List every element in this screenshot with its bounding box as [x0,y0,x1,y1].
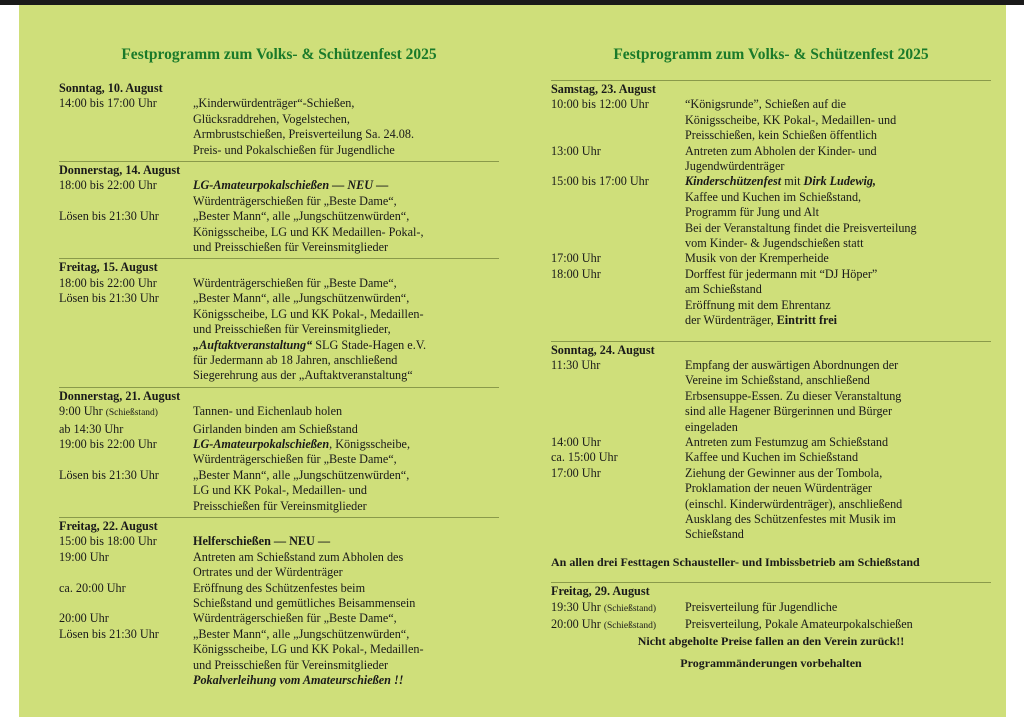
time-label: 19:00 Uhr [59,549,109,564]
event-line: Kaffee und Kuchen im Schießstand, [685,189,862,204]
event-line: Jugendwürdenträger [685,159,785,174]
time-text: 20:00 Uhr [551,617,601,631]
event-highlight: LG-Amateurpokalschießen [193,436,330,451]
event-line: Pokalverleihung vom Amateurschießen !! [193,673,404,688]
event-line: Bei der Veranstaltung findet die Preisverteilung [685,220,917,235]
spacer [551,570,991,582]
event-line: „Bester Mann“, alle „Jungschützenwürden“, [193,291,410,306]
program-row [59,534,499,549]
day-section [551,341,991,543]
time-label: ca. 20:00 Uhr [59,580,126,595]
event-line: vom Kinder- & Jugendschießen statt [685,236,864,251]
spacer [551,543,991,555]
time-label: Lösen bis 21:30 Uhr [59,291,159,306]
notice-all-days: An allen drei Festtagen Schausteller- und Imbissbetrieb am Schießstand [551,554,920,569]
program-row [59,550,499,581]
time-label: 11:30 Uhr [551,357,601,372]
event-line: Erbsensuppe-Essen. Zu dieser Veranstaltung [685,388,902,403]
notice-prizes: Nicht abgeholte Preise fallen an den Verein zurück!! [637,634,905,649]
event-description: Kaffee und Kuchen im Schießstand [685,450,859,465]
time-label [551,600,685,617]
day-heading: Donnerstag, 14. August [59,163,181,178]
event-line: Preisschießen, kein Schießen öffentlich [685,128,878,143]
event-text: , Königsscheibe, [329,436,410,451]
program-row [59,178,499,209]
event-line: Antreten zum Abholen der Kinder- und [685,143,877,158]
event-description [193,468,499,514]
event-highlight: Dirk Ludewig, [803,174,876,189]
event-description [685,466,991,543]
event-line: Antreten am Schießstand zum Abholen des [193,549,404,564]
event-text: der Würdenträger, [685,313,777,328]
event-text: mit [781,174,804,189]
event-line: Würdenträgerschießen für „Beste Dame“, [193,452,397,467]
day-heading: Donnerstag, 21. August [59,388,181,403]
event-line [685,313,991,328]
event-line: eingeladen [685,419,738,434]
time-label: ab 14:30 Uhr [59,421,124,436]
event-line: “Königsrunde”, Schießen auf die [685,97,847,112]
location-note: (Schießstand) [603,621,657,631]
program-row [59,422,499,437]
event-line: Armbrustschießen, Preisverteilung Sa. 24.08. [193,127,415,142]
flyer-sheet [19,5,1006,717]
day-section [551,582,991,671]
time-text: 9:00 Uhr [59,404,103,419]
event-highlight: Eintritt frei [776,313,838,328]
program-row [59,581,499,612]
event-description: Antreten zum Festumzug am Schießstand [685,434,889,449]
event-line: „Bester Mann“, alle „Jungschützenwürden“, [193,209,410,224]
program-row [551,435,991,450]
time-label: Lösen bis 21:30 Uhr [59,626,159,641]
time-label: 10:00 bis 12:00 Uhr [551,97,649,112]
event-line: Ziehung der Gewinner aus der Tombola, [685,465,883,480]
time-label: 15:00 bis 18:00 Uhr [59,534,157,549]
event-line [193,437,499,452]
day-heading: Freitag, 29. August [551,584,650,599]
event-line: Schießstand [685,527,744,542]
event-description [193,581,499,612]
time-label: 18:00 bis 22:00 Uhr [59,178,157,193]
event-description [193,291,499,383]
day-section [59,517,499,688]
event-description [193,276,499,291]
event-line: Königsscheibe, LG und KK Medaillen- Pokal-, [193,224,424,239]
program-row [551,174,991,251]
time-label: Lösen bis 21:30 Uhr [59,209,159,224]
time-label: 14:00 bis 17:00 Uhr [59,96,157,111]
spacer [551,329,991,341]
event-line: „Kinderwürdenträger“-Schießen, [193,96,355,111]
program-row [551,450,991,465]
event-line: Ortrates und der Würdenträger [193,565,343,580]
time-label: 14:00 Uhr [551,434,601,449]
day-heading: Sonntag, 24. August [551,342,655,357]
event-description [193,611,499,626]
day-section [551,80,991,329]
day-heading: Freitag, 15. August [59,260,158,275]
event-line: für Jedermann ab 18 Jahren, anschließend [193,352,398,367]
event-line: Königsscheibe, KK Pokal-, Medaillen- und [685,112,897,127]
event-line: am Schießstand [685,282,762,297]
event-text: SLG Stade-Hagen e.V. [312,337,427,352]
event-line: Siegerehrung aus der „Auftaktveranstaltung“ [193,368,413,383]
event-line: „Bester Mann“, alle „Jungschützenwürden“, [193,626,410,641]
time-label: 17:00 Uhr [551,251,601,266]
time-label: Lösen bis 21:30 Uhr [59,467,159,482]
right-program [551,80,991,671]
event-line: Eröffnung des Schützenfestes beim [193,580,366,595]
event-description [193,96,499,158]
event-description [193,550,499,581]
program-row [551,251,991,266]
program-row [59,404,499,421]
program-row [59,276,499,291]
location-note: (Schießstand) [603,603,657,614]
event-line: Würdenträgerschießen für „Beste Dame“, [193,275,397,290]
event-line: Schießstand und gemütliches Beisammensein [193,596,416,610]
program-row [551,466,991,543]
event-highlight: Kinderschützenfest [685,174,782,189]
time-label: 15:00 bis 17:00 Uhr [551,174,649,189]
event-line: Preisschießen für Vereinsmitglieder [193,498,367,513]
program-row [59,96,499,158]
program-row [59,627,499,689]
program-row [551,144,991,175]
time-text: 19:30 Uhr [551,599,601,614]
event-line [685,174,991,189]
time-label: 17:00 Uhr [551,465,601,480]
time-label: 18:00 bis 22:00 Uhr [59,275,157,290]
event-line: Ausklang des Schützenfestes mit Musik im [685,511,896,526]
day-heading: Sonntag, 10. August [59,81,163,95]
event-line: (einschl. Kinderwürdenträger), anschließend [685,496,903,511]
event-line: LG-Amateurpokalschießen — NEU — [193,178,389,193]
event-line: Vereine im Schießstand, anschließend [685,373,870,388]
event-description [193,437,499,468]
program-row [551,97,991,143]
time-label: 18:00 Uhr [551,266,601,281]
event-line: Empfang der auswärtigen Abordnungen der [685,357,899,372]
event-line: Glücksraddrehen, Vogelstechen, [193,111,350,126]
event-line: LG und KK Pokal-, Medaillen- und [193,483,367,498]
event-line: Königsscheibe, LG und KK Pokal-, Medaillen- [193,642,424,657]
event-description [193,209,499,255]
event-line [193,338,499,353]
left-program [59,80,499,688]
event-description [193,178,499,209]
event-highlight: „Auftaktveranstaltung“ [193,337,313,352]
event-line: und Preisschießen für Vereinsmitglieder [193,240,389,255]
program-row [551,267,991,329]
day-section [59,258,499,383]
time-label: 20:00 Uhr [59,611,109,626]
program-row [59,611,499,626]
event-line: Proklamation der neuen Würdenträger [685,481,872,496]
event-description [193,627,499,689]
page-title-right: Festprogramm zum Volks- & Schützenfest 2025 [613,46,929,63]
event-line: Würdenträgerschießen für „Beste Dame“, [193,193,397,208]
notice-changes: Programmänderungen vorbehalten [680,655,862,670]
event-description [685,358,991,435]
event-description [685,144,991,175]
event-line: Preis- und Pokalschießen für Jugendliche [193,142,395,157]
program-row [551,600,991,617]
program-row [59,209,499,255]
event-line: Eröffnung mit dem Ehrentanz [685,297,831,312]
day-heading: Samstag, 23. August [551,82,656,96]
event-description: Girlanden binden am Schießstand [193,421,358,436]
time-label [59,404,193,421]
event-description: Preisverteilung, Pokale Amateurpokalschießen [685,617,913,631]
event-line: Königsscheibe, LG und KK Pokal-, Medaillen- [193,306,424,321]
time-label [551,617,685,634]
program-row [59,468,499,514]
time-label: 19:00 bis 22:00 Uhr [59,436,157,451]
location-note: (Schießstand) [105,408,158,419]
event-description [685,174,991,251]
event-line: sind alle Hagener Bürgerinnen und Bürger [685,404,893,419]
time-label: 13:00 Uhr [551,143,601,158]
event-description [685,267,991,329]
program-row [59,291,499,383]
event-line: Programm für Jung und Alt [685,205,820,220]
page-title-left: Festprogramm zum Volks- & Schützenfest 2025 [121,46,437,63]
event-line: und Preisschießen für Vereinsmitglieder, [193,322,391,337]
program-row [551,358,991,435]
event-description: Musik von der Kremperheide [685,251,829,266]
event-line: und Preisschießen für Vereinsmitglieder [193,657,389,672]
event-line: Würdenträgerschießen für „Beste Dame“, [193,611,397,626]
event-line: „Bester Mann“, alle „Jungschützenwürden“, [193,467,410,482]
day-section [59,387,499,514]
time-label: ca. 15:00 Uhr [551,450,618,465]
day-section [59,161,499,255]
event-description: Preisverteilung für Jugendliche [685,599,838,614]
event-line: Dorffest für jedermann mit “DJ Höper” [685,266,878,281]
program-row [59,437,499,468]
event-description [685,97,991,143]
event-description: Tannen- und Eichenlaub holen [193,404,343,419]
event-description: Helferschießen — NEU — [193,534,331,549]
day-section [59,80,499,158]
day-heading: Freitag, 22. August [59,518,158,533]
program-row [551,617,991,634]
